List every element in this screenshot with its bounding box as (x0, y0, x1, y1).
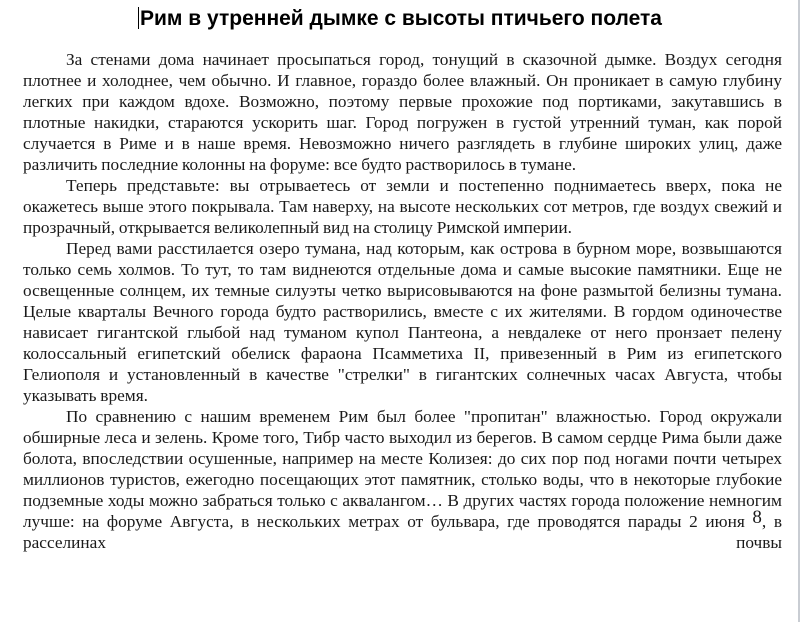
paragraph-4 (23, 406, 782, 553)
paragraph-4-text: По сравнению с нашим временем Рим был более "пропитан" влажностью. Город окружали обширные леса и зелень. Кроме того, Тибр часто выходил из берегов. В самом сердце Рима были даже болота, впоследствии осушенные, например на месте Колизея: до сих пор под ногами почти четырех миллионов туристов, ежегодно посещающих этот памятник, столько воды, что в некоторые глубокие подземные ходы можно забраться только с аквалангом… В других частях города положение немногим лучше: на форуме Августа, в нескольких метрах от бульвара, где проводятся парады 2 июня (23, 407, 782, 531)
paragraph-1: За стенами дома начинает просыпаться город, тонущий в сказочной дымке. Воздух сегодня плотнее и холоднее, чем обычно. И главное, гораздо более влажный. Он проникает в самую глубину легких при каждом вдохе. Возможно, поэтому первые прохожие под портиками, закутавшись в плотные накидки, стараются ускорить шаг. Город погружен в густой утренний туман, как порой случается в Риме и в наше время. Невозможно ничего разглядеть в глубине широких улиц, даже различить последние колонны на форуме: все будто растворилось в тумане. (23, 50, 782, 174)
paragraph-3: Перед вами расстилается озеро тумана, над которым, как острова в бурном море, возвышаются только семь холмов. То тут, то там виднеются отдельные дома и самые высокие памятники. Еще не освещенные солнцем, их темные силуэты четко вырисовываются на фоне размытой белизны тумана. Целые кварталы Вечного города будто растворились, вместе с их жителями. В гордом одиночестве нависает гигантской глыбой над туманом купол Пантеона, а невдалеке от него пронзает пелену колоссальный египетский обелиск фараона Псамметиха II, привезенный в Рим из египетского Гелиополя и установленный в качестве "стрелки" в гигантских солнечных часах Августа, чтобы указывать время. (23, 239, 782, 405)
document-title (40, 5, 760, 33)
paragraph-2: Теперь представьте: вы отрываетесь от земли и постепенно поднимаетесь вверх, пока не окажетесь выше этого покрывала. Там наверху, на высоте нескольких сот метров, где воздух свежий и прозрачный, открывается великолепный вид на столицу Римской империи. (23, 176, 782, 237)
footnote-reference[interactable]: 8 (752, 507, 762, 528)
document-body[interactable] (23, 49, 782, 553)
document-title-text: Рим в утренней дымке с высоты птичьего полета (140, 7, 662, 30)
text-cursor (138, 7, 139, 29)
paragraph-4-tail: , в расселинах почвы (23, 512, 782, 552)
